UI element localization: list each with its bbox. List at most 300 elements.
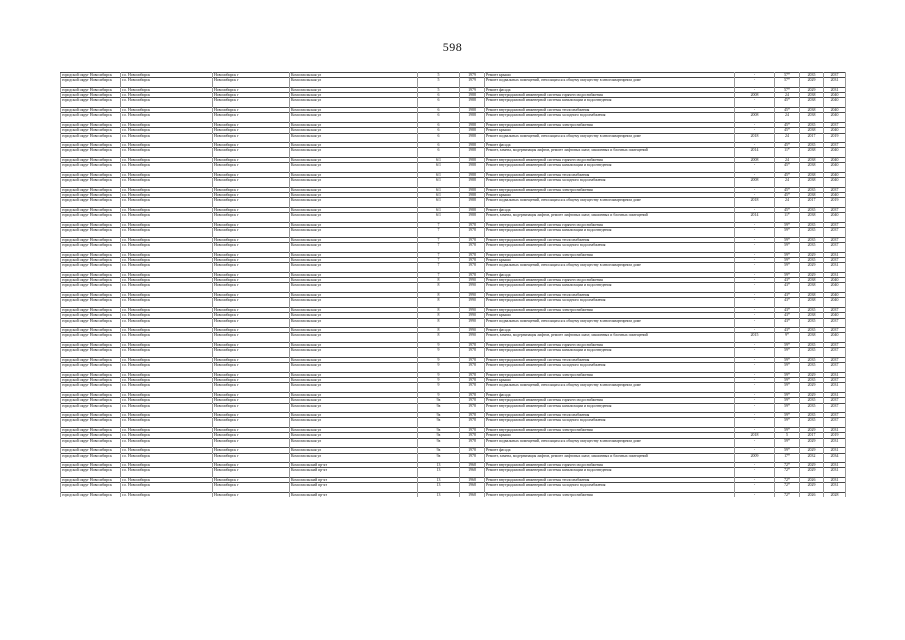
build-year-cell: 1990	[460, 307, 485, 312]
build-year-cell: 1988	[460, 198, 485, 208]
table-row	[61, 243, 846, 253]
house-number-cell: 7	[418, 257, 460, 262]
city-cell: Новосибирск г	[213, 328, 290, 333]
house-number-cell: 9	[418, 363, 460, 373]
municipality-cell: городской округ Новосибирск	[61, 363, 121, 373]
house-number-cell: 6/1	[418, 198, 460, 208]
plan-end-cell: 2040	[824, 163, 846, 173]
municipality-cell: городской округ Новосибирск	[61, 333, 121, 343]
wear-cell: 59*	[775, 272, 800, 277]
work-type-cell: Ремонт крыши	[485, 193, 735, 198]
plan-end-cell: 2031	[824, 263, 846, 273]
municipality-cell: городской округ Новосибирск	[61, 208, 121, 213]
plan-start-cell: 2029	[800, 428, 824, 433]
street-cell: Комсомольская ул	[290, 198, 418, 208]
municipality-cell: городской округ Новосибирск	[61, 448, 121, 453]
wear-cell: 43*	[775, 328, 800, 333]
build-year-cell: 1978	[460, 453, 485, 463]
city-cell: Новосибирск г	[213, 428, 290, 433]
table-row	[61, 438, 846, 448]
plan-end-cell: 2037	[824, 222, 846, 227]
district-cell: г.о. Новосибирск	[121, 453, 213, 463]
last-repair-year-cell: -	[735, 468, 775, 478]
plan-end-cell: 2031	[824, 468, 846, 478]
city-cell: Новосибирск г	[213, 172, 290, 177]
district-cell: г.о. Новосибирск	[121, 313, 213, 318]
work-type-cell: Ремонт крыши	[485, 128, 735, 133]
house-number-cell: 8	[418, 298, 460, 308]
work-type-cell: Ремонт крыши	[485, 257, 735, 262]
city-cell: Новосибирск г	[213, 78, 290, 88]
build-year-cell: 1988	[460, 108, 485, 113]
plan-start-cell: 2035	[800, 187, 824, 192]
table-row	[61, 213, 846, 223]
city-cell: Новосибирск г	[213, 372, 290, 377]
build-year-cell: 1978	[460, 413, 485, 418]
build-year-cell: 1988	[460, 122, 485, 127]
work-type-cell: Ремонт внутридомовой инженерной системы канализации и водоотведения	[485, 348, 735, 358]
build-year-cell: 1978	[460, 243, 485, 253]
wear-cell: 59*	[775, 243, 800, 253]
table-row	[61, 333, 846, 343]
build-year-cell: 1988	[460, 133, 485, 143]
wear-cell: 59*	[775, 348, 800, 358]
municipality-cell: городской округ Новосибирск	[61, 243, 121, 253]
city-cell: Новосибирск г	[213, 193, 290, 198]
district-cell: г.о. Новосибирск	[121, 438, 213, 448]
capital-repair-table	[60, 72, 845, 497]
wear-cell: 57*	[775, 87, 800, 92]
municipality-cell: городской округ Новосибирск	[61, 343, 121, 348]
district-cell: г.о. Новосибирск	[121, 172, 213, 177]
last-repair-year-cell: -	[735, 418, 775, 428]
work-type-cell: Ремонт подвальных помещений, относящихся к общему имуществу в многоквартирном доме	[485, 263, 735, 273]
wear-cell: 45*	[775, 163, 800, 173]
municipality-cell: городской округ Новосибирск	[61, 158, 121, 163]
city-cell: Новосибирск г	[213, 228, 290, 238]
table-row	[61, 263, 846, 273]
municipality-cell: городской округ Новосибирск	[61, 178, 121, 188]
district-cell: г.о. Новосибирск	[121, 428, 213, 433]
wear-cell: 43*	[775, 278, 800, 283]
build-year-cell: 1968	[460, 478, 485, 483]
last-repair-year-cell: -	[735, 307, 775, 312]
city-cell: Новосибирск г	[213, 98, 290, 108]
work-type-cell: Ремонт подвальных помещений, относящихся к общему имуществу в многоквартирном доме	[485, 318, 735, 328]
street-cell: Комсомольская ул	[290, 78, 418, 88]
plan-start-cell: 2038	[800, 113, 824, 123]
last-repair-year-cell: -	[735, 293, 775, 298]
work-type-cell: Ремонт внутридомовой инженерной системы горячего водоснабжения	[485, 158, 735, 163]
district-cell: г.о. Новосибирск	[121, 272, 213, 277]
district-cell: г.о. Новосибирск	[121, 348, 213, 358]
district-cell: г.о. Новосибирск	[121, 213, 213, 223]
street-cell: Комсомольская ул	[290, 158, 418, 163]
house-number-cell: 9а	[418, 398, 460, 403]
wear-cell: 59*	[775, 438, 800, 448]
district-cell: г.о. Новосибирск	[121, 113, 213, 123]
municipality-cell: городской округ Новосибирск	[61, 453, 121, 463]
table-row	[61, 148, 846, 158]
municipality-cell: городской округ Новосибирск	[61, 263, 121, 273]
work-type-cell: Ремонт подвальных помещений, относящихся к общему имуществу в многоквартирном доме	[485, 438, 735, 448]
last-repair-year-cell: -	[735, 463, 775, 468]
municipality-cell: городской округ Новосибирск	[61, 372, 121, 377]
plan-end-cell: 2031	[824, 483, 846, 493]
plan-start-cell: 2032	[800, 453, 824, 463]
wear-cell: 45*	[775, 187, 800, 192]
district-cell: г.о. Новосибирск	[121, 483, 213, 493]
city-cell: Новосибирск г	[213, 448, 290, 453]
street-cell: Комсомольская ул	[290, 357, 418, 362]
plan-end-cell: 2031	[824, 448, 846, 453]
work-type-cell: Ремонт внутридомовой инженерной системы теплоснабжения	[485, 357, 735, 362]
municipality-cell: городской округ Новосибирск	[61, 418, 121, 428]
plan-start-cell: 2038	[800, 98, 824, 108]
city-cell: Новосибирск г	[213, 313, 290, 318]
last-repair-year-cell: -	[735, 98, 775, 108]
last-repair-year-cell: -	[735, 143, 775, 148]
district-cell: г.о. Новосибирск	[121, 252, 213, 257]
city-cell: Новосибирск г	[213, 272, 290, 277]
plan-end-cell: 2037	[824, 398, 846, 403]
plan-start-cell: 2038	[800, 158, 824, 163]
district-cell: г.о. Новосибирск	[121, 403, 213, 413]
work-type-cell: Ремонт фасада	[485, 393, 735, 398]
city-cell: Новосибирск г	[213, 133, 290, 143]
last-repair-year-cell: -	[735, 187, 775, 192]
build-year-cell: 1978	[460, 357, 485, 362]
last-repair-year-cell: -	[735, 492, 775, 497]
street-cell: Комсомольская ул	[290, 143, 418, 148]
build-year-cell: 1990	[460, 293, 485, 298]
last-repair-year-cell: -	[735, 272, 775, 277]
plan-end-cell: 2040	[824, 113, 846, 123]
last-repair-year-cell: 2014	[735, 213, 775, 223]
house-number-cell: 6	[418, 133, 460, 143]
street-cell: Комсомольская ул	[290, 363, 418, 373]
last-repair-year-cell: -	[735, 108, 775, 113]
wear-cell: 5	[775, 433, 800, 438]
street-cell: Комсомольская ул	[290, 208, 418, 213]
wear-cell: 72*	[775, 492, 800, 497]
build-year-cell: 1988	[460, 163, 485, 173]
plan-start-cell: 2029	[800, 393, 824, 398]
wear-cell: 59*	[775, 393, 800, 398]
build-year-cell: 1988	[460, 143, 485, 148]
house-number-cell: 9	[418, 383, 460, 393]
city-cell: Новосибирск г	[213, 158, 290, 163]
street-cell: Комсомольская ул	[290, 128, 418, 133]
wear-cell: 59*	[775, 403, 800, 413]
city-cell: Новосибирск г	[213, 363, 290, 373]
work-type-cell: Ремонт внутридомовой инженерной системы горячего водоснабжения	[485, 222, 735, 227]
district-cell: г.о. Новосибирск	[121, 133, 213, 143]
last-repair-year-cell: -	[735, 363, 775, 373]
plan-start-cell: 2035	[800, 237, 824, 242]
city-cell: Новосибирск г	[213, 208, 290, 213]
district-cell: г.о. Новосибирск	[121, 293, 213, 298]
house-number-cell: 9а	[418, 453, 460, 463]
plan-end-cell: 2031	[824, 438, 846, 448]
city-cell: Новосибирск г	[213, 73, 290, 78]
street-cell: Комсомольский пр-кт	[290, 483, 418, 493]
municipality-cell: городской округ Новосибирск	[61, 213, 121, 223]
table-row	[61, 468, 846, 478]
last-repair-year-cell: -	[735, 278, 775, 283]
district-cell: г.о. Новосибирск	[121, 413, 213, 418]
wear-cell: 45*	[775, 193, 800, 198]
municipality-cell: городской округ Новосибирск	[61, 278, 121, 283]
street-cell: Комсомольская ул	[290, 213, 418, 223]
work-type-cell: Ремонт внутридомовой инженерной системы канализации и водоотведения	[485, 163, 735, 173]
house-number-cell: 6/1	[418, 193, 460, 198]
wear-cell: 57*	[775, 73, 800, 78]
plan-end-cell: 2037	[824, 237, 846, 242]
last-repair-year-cell: -	[735, 172, 775, 177]
house-number-cell: 6/1	[418, 213, 460, 223]
build-year-cell: 1978	[460, 272, 485, 277]
plan-end-cell: 2031	[824, 383, 846, 393]
street-cell: Комсомольская ул	[290, 87, 418, 92]
build-year-cell: 1990	[460, 328, 485, 333]
work-type-cell: Ремонт внутридомовой инженерной системы холодного водоснабжения	[485, 113, 735, 123]
plan-start-cell: 2038	[800, 313, 824, 318]
work-type-cell: Ремонт, замена, модернизация лифтов, ремонт лифтовых шахт, машинных и блочных помещений	[485, 453, 735, 463]
wear-cell: 45*	[775, 208, 800, 213]
municipality-cell: городской округ Новосибирск	[61, 293, 121, 298]
page-number: 598	[442, 40, 463, 54]
wear-cell: 59*	[775, 222, 800, 227]
municipality-cell: городской округ Новосибирск	[61, 257, 121, 262]
wear-cell: 59*	[775, 343, 800, 348]
district-cell: г.о. Новосибирск	[121, 318, 213, 328]
build-year-cell: 1978	[460, 393, 485, 398]
municipality-cell: городской округ Новосибирск	[61, 133, 121, 143]
plan-start-cell: 2035	[800, 143, 824, 148]
street-cell: Комсомольская ул	[290, 93, 418, 98]
city-cell: Новосибирск г	[213, 163, 290, 173]
house-number-cell: 7	[418, 228, 460, 238]
build-year-cell: 1978	[460, 438, 485, 448]
plan-end-cell: 2040	[824, 93, 846, 98]
city-cell: Новосибирск г	[213, 478, 290, 483]
district-cell: г.о. Новосибирск	[121, 228, 213, 238]
plan-end-cell: 2019	[824, 198, 846, 208]
house-number-cell: 13	[418, 492, 460, 497]
build-year-cell: 1978	[460, 348, 485, 358]
municipality-cell: городской округ Новосибирск	[61, 128, 121, 133]
work-type-cell: Ремонт фасада	[485, 328, 735, 333]
street-cell: Комсомольская ул	[290, 172, 418, 177]
municipality-cell: городской округ Новосибирск	[61, 393, 121, 398]
table-row	[61, 98, 846, 108]
street-cell: Комсомольская ул	[290, 243, 418, 253]
district-cell: г.о. Новосибирск	[121, 307, 213, 312]
municipality-cell: городской округ Новосибирск	[61, 193, 121, 198]
work-type-cell: Ремонт внутридомовой инженерной системы холодного водоснабжения	[485, 418, 735, 428]
last-repair-year-cell: -	[735, 313, 775, 318]
municipality-cell: городской округ Новосибирск	[61, 237, 121, 242]
last-repair-year-cell: -	[735, 298, 775, 308]
last-repair-year-cell: -	[735, 483, 775, 493]
table-row	[61, 418, 846, 428]
build-year-cell: 1968	[460, 492, 485, 497]
plan-start-cell: 2017	[800, 133, 824, 143]
city-cell: Новосибирск г	[213, 492, 290, 497]
last-repair-year-cell: -	[735, 378, 775, 383]
wear-cell: 59*	[775, 237, 800, 242]
build-year-cell: 1988	[460, 178, 485, 188]
street-cell: Комсомольская ул	[290, 413, 418, 418]
house-number-cell: 6	[418, 122, 460, 127]
wear-cell: 59*	[775, 398, 800, 403]
plan-start-cell: 2029	[800, 468, 824, 478]
wear-cell: 59*	[775, 263, 800, 273]
build-year-cell: 1978	[460, 428, 485, 433]
work-type-cell: Ремонт внутридомовой инженерной системы теплоснабжения	[485, 413, 735, 418]
district-cell: г.о. Новосибирск	[121, 398, 213, 403]
municipality-cell: городской округ Новосибирск	[61, 198, 121, 208]
last-repair-year-cell: -	[735, 393, 775, 398]
plan-start-cell: 2035	[800, 208, 824, 213]
last-repair-year-cell: -	[735, 78, 775, 88]
district-cell: г.о. Новосибирск	[121, 237, 213, 242]
wear-cell: 72*	[775, 478, 800, 483]
table-row	[61, 163, 846, 173]
district-cell: г.о. Новосибирск	[121, 198, 213, 208]
wear-cell: 59*	[775, 418, 800, 428]
table-row	[61, 298, 846, 308]
plan-start-cell: 2038	[800, 128, 824, 133]
last-repair-year-cell: 2015	[735, 333, 775, 343]
build-year-cell: 1978	[460, 383, 485, 393]
city-cell: Новосибирск г	[213, 213, 290, 223]
last-repair-year-cell: -	[735, 237, 775, 242]
table-row	[61, 113, 846, 123]
build-year-cell: 1978	[460, 418, 485, 428]
work-type-cell: Ремонт внутридомовой инженерной системы электроснабжения	[485, 307, 735, 312]
house-number-cell: 7	[418, 252, 460, 257]
plan-start-cell: 2029	[800, 252, 824, 257]
plan-end-cell: 2031	[824, 78, 846, 88]
last-repair-year-cell: -	[735, 263, 775, 273]
street-cell: Комсомольская ул	[290, 178, 418, 188]
street-cell: Комсомольская ул	[290, 433, 418, 438]
street-cell: Комсомольская ул	[290, 133, 418, 143]
city-cell: Новосибирск г	[213, 283, 290, 293]
build-year-cell: 1988	[460, 148, 485, 158]
house-number-cell: 9	[418, 378, 460, 383]
city-cell: Новосибирск г	[213, 243, 290, 253]
work-type-cell: Ремонт внутридомовой инженерной системы теплоснабжения	[485, 478, 735, 483]
district-cell: г.о. Новосибирск	[121, 372, 213, 377]
plan-start-cell: 2029	[800, 463, 824, 468]
last-repair-year-cell: -	[735, 283, 775, 293]
city-cell: Новосибирск г	[213, 113, 290, 123]
street-cell: Комсомольская ул	[290, 272, 418, 277]
district-cell: г.о. Новосибирск	[121, 158, 213, 163]
plan-start-cell: 2038	[800, 108, 824, 113]
street-cell: Комсомольская ул	[290, 298, 418, 308]
plan-start-cell: 2029	[800, 438, 824, 448]
plan-start-cell: 2029	[800, 383, 824, 393]
municipality-cell: городской округ Новосибирск	[61, 463, 121, 468]
build-year-cell: 1988	[460, 208, 485, 213]
district-cell: г.о. Новосибирск	[121, 187, 213, 192]
city-cell: Новосибирск г	[213, 298, 290, 308]
plan-start-cell: 2029	[800, 372, 824, 377]
wear-cell: 45*	[775, 143, 800, 148]
house-number-cell: 6	[418, 98, 460, 108]
house-number-cell: 8	[418, 333, 460, 343]
table-body	[61, 73, 846, 498]
build-year-cell: 1988	[460, 93, 485, 98]
house-number-cell: 9а	[418, 433, 460, 438]
city-cell: Новосибирск г	[213, 383, 290, 393]
wear-cell: 59*	[775, 228, 800, 238]
work-type-cell: Ремонт фасада	[485, 448, 735, 453]
wear-cell: 24	[775, 93, 800, 98]
wear-cell: 24	[775, 178, 800, 188]
house-number-cell: 9а	[418, 428, 460, 433]
city-cell: Новосибирск г	[213, 222, 290, 227]
plan-start-cell: 2035	[800, 257, 824, 262]
municipality-cell: городской округ Новосибирск	[61, 73, 121, 78]
municipality-cell: городской округ Новосибирск	[61, 348, 121, 358]
work-type-cell: Ремонт внутридомовой инженерной системы канализации и водоотведения	[485, 228, 735, 238]
street-cell: Комсомольская ул	[290, 148, 418, 158]
plan-start-cell: 2035	[800, 307, 824, 312]
table-row	[61, 198, 846, 208]
municipality-cell: городской округ Новосибирск	[61, 468, 121, 478]
last-repair-year-cell: 2014	[735, 148, 775, 158]
build-year-cell: 1978	[460, 448, 485, 453]
last-repair-year-cell: 2008	[735, 113, 775, 123]
municipality-cell: городской округ Новосибирск	[61, 148, 121, 158]
municipality-cell: городской округ Новосибирск	[61, 378, 121, 383]
plan-start-cell: 2029	[800, 448, 824, 453]
plan-start-cell: 2029	[800, 87, 824, 92]
work-type-cell: Ремонт внутридомовой инженерной системы горячего водоснабжения	[485, 93, 735, 98]
district-cell: г.о. Новосибирск	[121, 193, 213, 198]
plan-start-cell: 2035	[800, 403, 824, 413]
plan-start-cell: 2035	[800, 357, 824, 362]
district-cell: г.о. Новосибирск	[121, 73, 213, 78]
street-cell: Комсомольская ул	[290, 372, 418, 377]
house-number-cell: 6	[418, 128, 460, 133]
plan-end-cell: 2031	[824, 393, 846, 398]
build-year-cell: 1988	[460, 193, 485, 198]
municipality-cell: городской округ Новосибирск	[61, 307, 121, 312]
city-cell: Новосибирск г	[213, 257, 290, 262]
district-cell: г.о. Новосибирск	[121, 243, 213, 253]
district-cell: г.о. Новосибирск	[121, 478, 213, 483]
municipality-cell: городской округ Новосибирск	[61, 328, 121, 333]
build-year-cell: 1990	[460, 283, 485, 293]
street-cell: Комсомольская ул	[290, 393, 418, 398]
street-cell: Комсомольский пр-кт	[290, 463, 418, 468]
wear-cell: 9*	[775, 333, 800, 343]
wear-cell: 43*	[775, 298, 800, 308]
wear-cell: 59*	[775, 378, 800, 383]
city-cell: Новосибирск г	[213, 263, 290, 273]
last-repair-year-cell: -	[735, 193, 775, 198]
district-cell: г.о. Новосибирск	[121, 378, 213, 383]
district-cell: г.о. Новосибирск	[121, 257, 213, 262]
municipality-cell: городской округ Новосибирск	[61, 398, 121, 403]
plan-end-cell: 2034	[824, 453, 846, 463]
